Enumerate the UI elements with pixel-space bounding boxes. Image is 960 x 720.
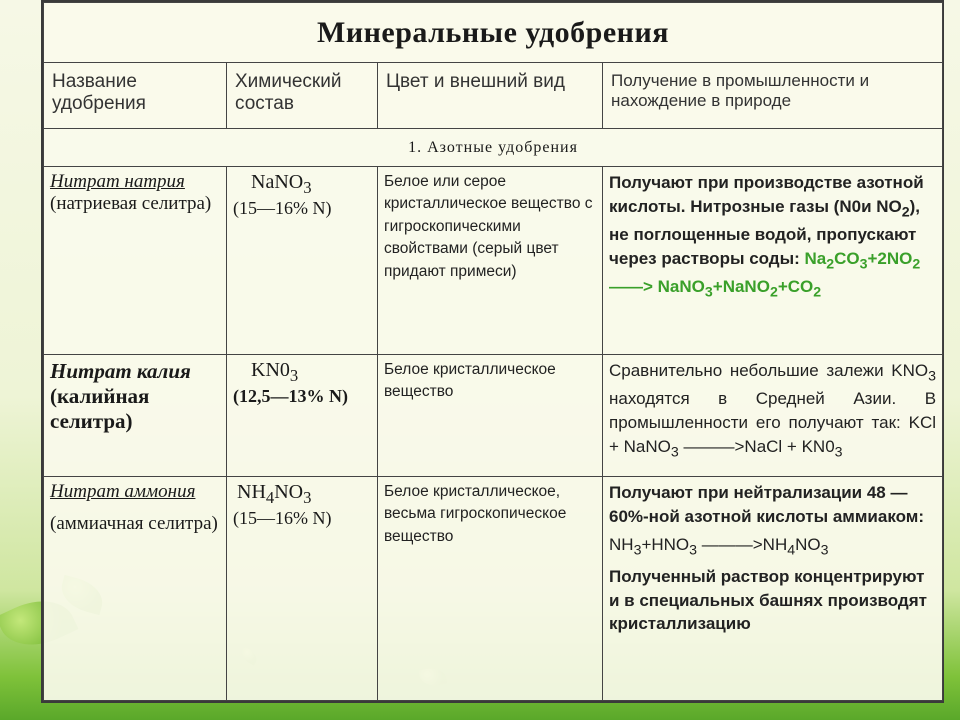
chemical-formula: NaNO$_3$ <box>251 171 312 197</box>
header-name: Название удобрения <box>44 63 227 129</box>
production-text: Получают при производстве азотной кислоты. Нитрозные газы (N0и $NO_2$), не поглощенные водой, пропускают через растворы соды: <box>609 173 924 268</box>
fertilizer-name: Нитрат калия <box>50 359 191 383</box>
fertilizer-table-sheet <box>41 0 944 703</box>
nitrogen-percent: (15—16% N) <box>233 508 332 528</box>
table-row <box>44 355 943 477</box>
reaction-equation: $NH_3+HNO_3$ $———>NH_4NO_3$ <box>609 534 829 558</box>
fertilizer-table <box>43 2 943 701</box>
header-appearance: Цвет и внешний вид <box>378 63 603 129</box>
header-production: Получение в промышленности и нахождение в природе <box>603 63 943 129</box>
fertilizer-name: Нитрат аммония <box>50 481 196 502</box>
nitrogen-percent: (12,5—13% N) <box>233 386 348 406</box>
header-composition: Химический состав <box>227 63 378 129</box>
nitrogen-percent: (15—16% N) <box>233 198 332 218</box>
appearance-text: Белое кристаллическое, весьма гигроскопическое вещество <box>378 477 603 701</box>
fertilizer-name: Нитрат натрия <box>50 171 185 192</box>
fertilizer-alt-name: (калийная селитра) <box>50 384 150 433</box>
reaction-equation: KCl + NaNO$_3$ ———>NaCl + $KN0_3$ <box>609 413 937 461</box>
production-text: Сравнительно небольшие залежи $KNO_3$ находятся в Средней Азии. В промышленности его получают так: <box>609 361 937 433</box>
table-row <box>44 167 943 355</box>
table-row <box>44 477 943 701</box>
production-text: Получают при нейтрализации 48 — 60%-ной азотной кислоты аммиаком: <box>609 483 925 526</box>
production-text-2: Полученный раствор концентрируют и в специальных башнях производят кристаллизацию <box>609 566 927 634</box>
fertilizer-alt-name: (натриевая селитра) <box>50 193 212 214</box>
section-row <box>44 129 943 167</box>
section-title: 1. Азотные удобрения <box>44 129 943 167</box>
chemical-formula: $NH_4NO_3$ <box>237 481 312 507</box>
table-title: Минеральные удобрения <box>44 3 943 63</box>
appearance-text: Белое или серое кристаллическое вещество с гигроскопическими свойствами (серый цвет придают примеси) <box>378 167 603 355</box>
chemical-formula: $KN0_3$ <box>251 359 299 385</box>
appearance-text: Белое кристаллическое вещество <box>378 355 603 477</box>
header-row <box>44 63 943 129</box>
fertilizer-alt-name: (аммиачная селитра) <box>50 513 218 534</box>
reaction-equation: $Na_2CO_3+2NO_2$ ——> $NaNO_3+NaNO_2+CO_2$ <box>609 248 921 301</box>
